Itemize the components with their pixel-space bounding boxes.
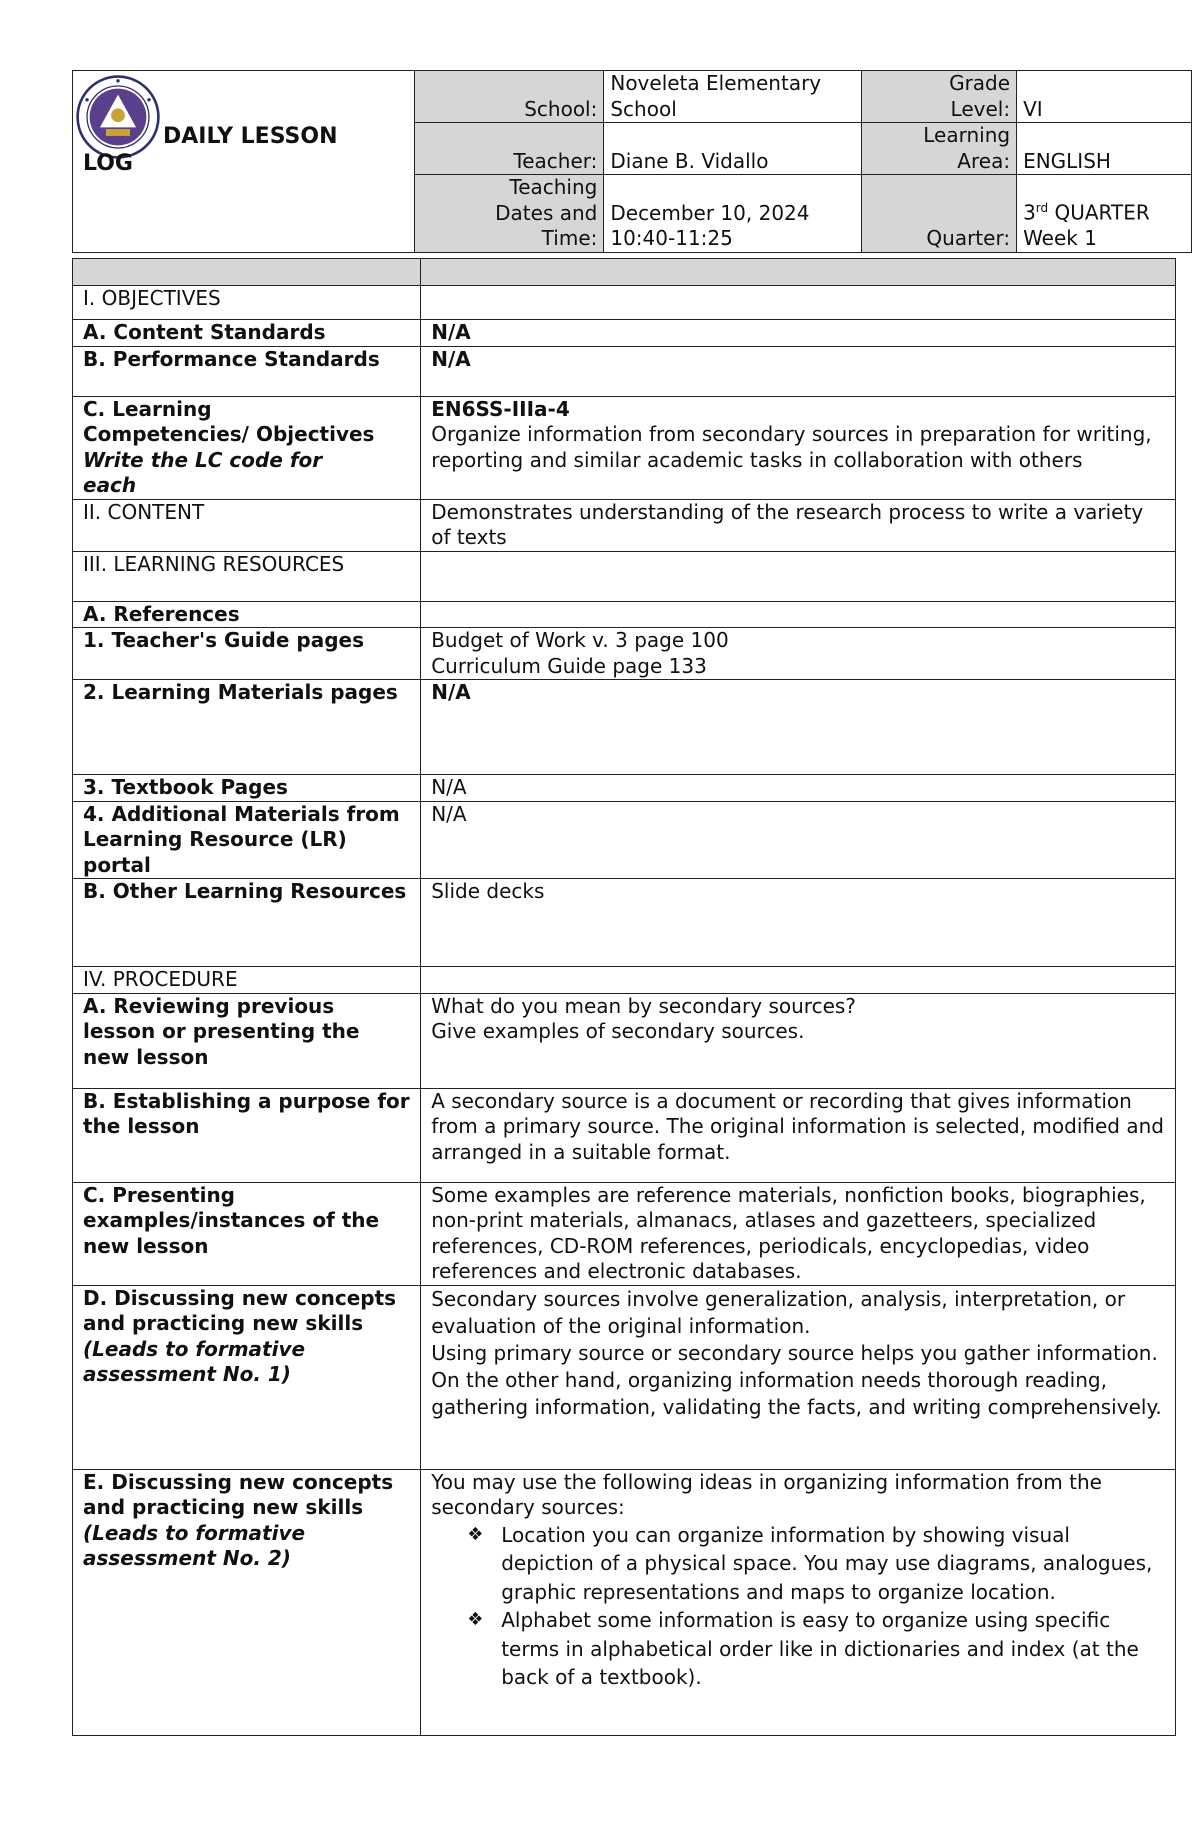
- learning-materials-label: 2. Learning Materials pages: [73, 680, 421, 775]
- teachers-guide-value: Budget of Work v. 3 page 100 Curriculum Guide page 133: [421, 628, 1176, 680]
- procedure-a-label: A. Reviewing previous lesson or presenting the new lesson: [73, 993, 421, 1088]
- procedure-c-value: Some examples are reference materials, nonfiction books, biographies, non-print materials, almanacs, atlases and gazetteers, specialized references, CD-ROM references, periodicals, encyclopedias, video references and electronic databases.: [421, 1182, 1176, 1285]
- dates-label: Teaching Dates and Time:: [414, 175, 604, 253]
- school-value: Noveleta Elementary School: [604, 71, 862, 123]
- procedure-b-label: B. Establishing a purpose for the lesson: [73, 1088, 421, 1182]
- school-label: School:: [414, 71, 604, 123]
- table-row: [73, 346, 1176, 396]
- procedure-a-value: What do you mean by secondary sources? Give examples of secondary sources.: [421, 993, 1176, 1088]
- learning-resources-heading: III. LEARNING RESOURCES: [73, 551, 421, 601]
- teacher-value: Diane B. Vidallo: [604, 123, 862, 175]
- table-row: [73, 680, 1176, 775]
- table-row: [73, 1285, 1176, 1469]
- other-resources-label: B. Other Learning Resources: [73, 879, 421, 967]
- procedure-e-label: E. Discussing new concepts and practicing new skills (Leads to formative assessment No. 2): [73, 1469, 421, 1735]
- table-row: [73, 1088, 1176, 1182]
- dates-value: December 10, 2024 10:40-11:25: [604, 175, 862, 253]
- header-table: [72, 70, 1192, 253]
- list-item: ❖ Location you can organize information by showing visual depiction of a physical space. You may use diagrams, analogues, graphic representations and maps to organize location.: [501, 1521, 1165, 1607]
- content-heading: II. CONTENT: [73, 499, 421, 551]
- table-row: [73, 396, 1176, 499]
- table-row: [73, 286, 1176, 320]
- content-standards-label: A. Content Standards: [73, 320, 421, 347]
- teacher-label: Teacher:: [414, 123, 604, 175]
- content-value: Demonstrates understanding of the research process to write a variety of texts: [421, 499, 1176, 551]
- lesson-table: [72, 258, 1176, 1736]
- table-row: [73, 551, 1176, 601]
- learning-area-label: Learning Area:: [862, 123, 1017, 175]
- table-row: [73, 879, 1176, 967]
- learning-materials-value: N/A: [421, 680, 1176, 775]
- additional-materials-value: N/A: [421, 801, 1176, 879]
- procedure-b-value: A secondary source is a document or recording that gives information from a primary source. The original information is selected, modified and arranged in a suitable format.: [421, 1088, 1176, 1182]
- quarter-value: 3rd QUARTER Week 1: [1017, 175, 1192, 253]
- document-title: DAILY LESSON LOG: [83, 124, 338, 176]
- learning-competencies-label: C. Learning Competencies/ Objectives Write the LC code for each: [73, 396, 421, 499]
- table-row: [73, 628, 1176, 680]
- table-row: [73, 1182, 1176, 1285]
- performance-standards-label: B. Performance Standards: [73, 346, 421, 396]
- additional-materials-label: 4. Additional Materials from Learning Resource (LR) portal: [73, 801, 421, 879]
- textbook-pages-value: N/A: [421, 775, 1176, 802]
- other-resources-value: Slide decks: [421, 879, 1176, 967]
- grade-label: Grade Level:: [862, 71, 1017, 123]
- textbook-pages-label: 3. Textbook Pages: [73, 775, 421, 802]
- grade-value: VI: [1017, 71, 1192, 123]
- table-row: [73, 601, 1176, 628]
- learning-competencies-value: EN6SS-IIIa-4 Organize information from secondary sources in preparation for writing, reporting and similar academic tasks in collaboration with others: [421, 396, 1176, 499]
- objectives-heading: I. OBJECTIVES: [73, 286, 421, 320]
- procedure-e-value: You may use the following ideas in organizing information from the secondary sources: ❖ Location you can organize information by showing visual depiction of a physical space. You may use diagrams, analogues, graphic representations and maps to organize location. ❖ Alphabet some information is easy to organize using specific terms in alphabetical order like in dictionaries and index (at the back of a textbook).: [421, 1469, 1176, 1735]
- table-row: [73, 967, 1176, 994]
- table-row: [73, 320, 1176, 347]
- quarter-label: Quarter:: [862, 175, 1017, 253]
- table-row: [73, 1469, 1176, 1735]
- learning-area-value: ENGLISH: [1017, 123, 1192, 175]
- table-row: [73, 499, 1176, 551]
- content-standards-value: N/A: [421, 320, 1176, 347]
- teachers-guide-label: 1. Teacher's Guide pages: [73, 628, 421, 680]
- organizing-ideas-list: [431, 1521, 1165, 1692]
- procedure-c-label: C. Presenting examples/instances of the new lesson: [73, 1182, 421, 1285]
- references-label: A. References: [73, 601, 421, 628]
- table-row: [73, 993, 1176, 1088]
- table-row: [73, 775, 1176, 802]
- table-row: [73, 801, 1176, 879]
- list-item: ❖ Alphabet some information is easy to organize using specific terms in alphabetical order like in dictionaries and index (at the back of a textbook).: [501, 1606, 1165, 1692]
- shaded-header-row: [73, 259, 1176, 286]
- procedure-heading: IV. PROCEDURE: [73, 967, 421, 994]
- title-cell: [73, 71, 415, 253]
- procedure-d-value: Secondary sources involve generalization, analysis, interpretation, or evaluation of the original information. Using primary source or secondary source helps you gather information. On the other hand, organizing information needs thorough reading, gathering information, validating the facts, and writing comprehensively.: [421, 1285, 1176, 1469]
- performance-standards-value: N/A: [421, 346, 1176, 396]
- procedure-d-label: D. Discussing new concepts and practicing new skills (Leads to formative assessment No. 1): [73, 1285, 421, 1469]
